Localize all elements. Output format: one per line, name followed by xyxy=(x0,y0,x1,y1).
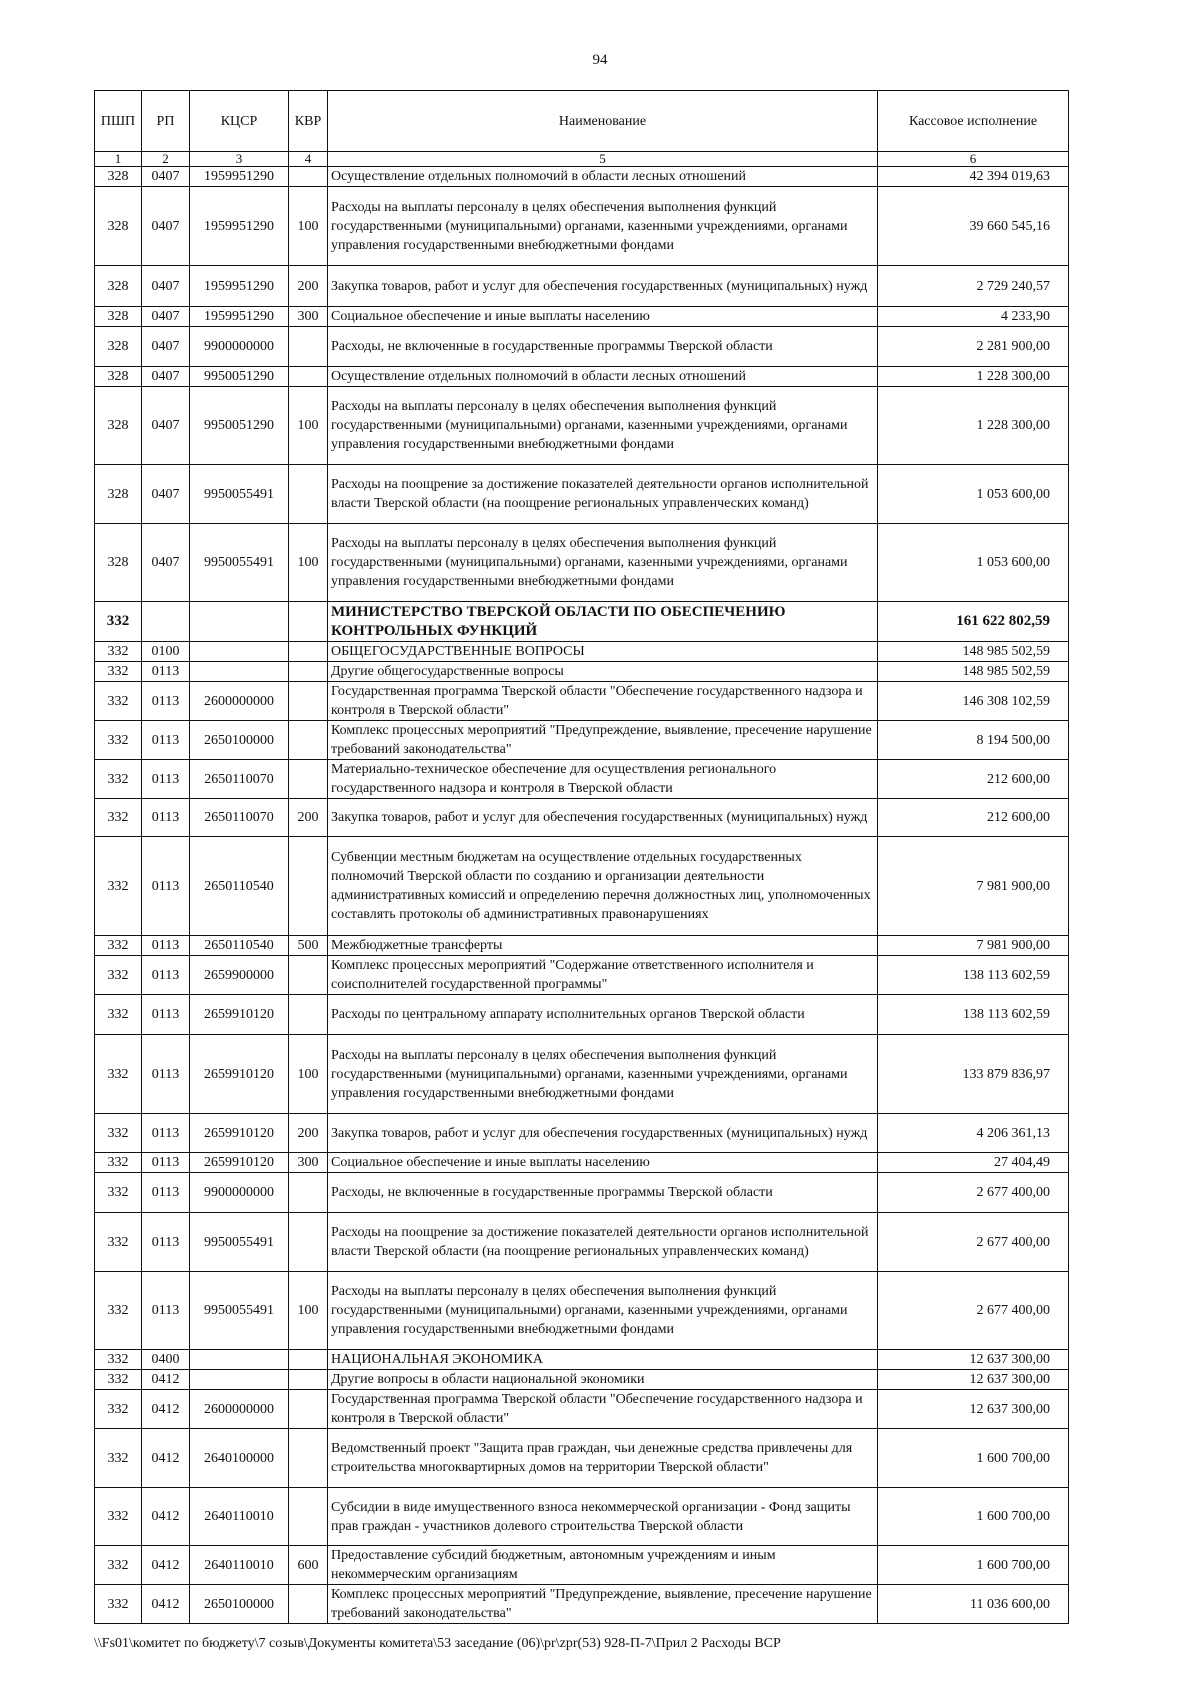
cell-kvr: 300 xyxy=(289,1153,328,1173)
cell-kvr xyxy=(289,662,328,682)
cell-amount: 1 053 600,00 xyxy=(878,465,1069,524)
cell-amount: 12 637 300,00 xyxy=(878,1370,1069,1390)
cell-amount: 4 233,90 xyxy=(878,307,1069,327)
cell-name: МИНИСТЕРСТВО ТВЕРСКОЙ ОБЛАСТИ ПО ОБЕСПЕЧЕНИЮ КОНТРОЛЬНЫХ ФУНКЦИЙ xyxy=(328,602,878,642)
cell-amount: 161 622 802,59 xyxy=(878,602,1069,642)
table-row xyxy=(95,307,1069,327)
cell-ppp: 332 xyxy=(95,1153,142,1173)
cell-kvr xyxy=(289,721,328,760)
cell-rp: 0113 xyxy=(142,760,190,799)
cell-name: Государственная программа Тверской области "Обеспечение государственного надзора и контроля в Тверской области" xyxy=(328,1390,878,1429)
table-row xyxy=(95,956,1069,995)
cell-name: Осуществление отдельных полномочий в области лесных отношений xyxy=(328,167,878,187)
table-row xyxy=(95,1370,1069,1390)
cell-ppp: 332 xyxy=(95,1035,142,1114)
cell-name: Предоставление субсидий бюджетным, автономным учреждениям и иным некоммерческим организациям xyxy=(328,1546,878,1585)
table-row xyxy=(95,327,1069,367)
header-ppp: ПШП xyxy=(95,91,142,152)
cell-kvr xyxy=(289,642,328,662)
cell-rp: 0113 xyxy=(142,799,190,837)
cell-kcsr: 9950055491 xyxy=(190,465,289,524)
page-number: 94 xyxy=(592,52,608,68)
cell-rp: 0400 xyxy=(142,1350,190,1370)
cell-kvr: 200 xyxy=(289,799,328,837)
footer-file-path: \\Fs01\комитет по бюджету\7 созыв\Документы комитета\53 заседание (06)\pr\zpr(53) 928-П-7\Прил 2 Расходы ВСР xyxy=(94,1636,781,1651)
cell-ppp: 328 xyxy=(95,266,142,307)
cell-kcsr: 9900000000 xyxy=(190,1173,289,1213)
cell-name: Закупка товаров, работ и услуг для обеспечения государственных (муниципальных) нужд xyxy=(328,266,878,307)
cell-rp: 0113 xyxy=(142,1114,190,1153)
table-row xyxy=(95,602,1069,642)
cell-amount: 146 308 102,59 xyxy=(878,682,1069,721)
cell-rp: 0407 xyxy=(142,327,190,367)
cell-kvr xyxy=(289,1585,328,1624)
cell-kcsr: 2650110540 xyxy=(190,936,289,956)
cell-rp: 0113 xyxy=(142,995,190,1035)
budget-table xyxy=(94,90,1069,1624)
cell-ppp: 332 xyxy=(95,1546,142,1585)
header-amount: Кассовое исполнение xyxy=(878,91,1069,152)
cell-kcsr: 2659910120 xyxy=(190,1035,289,1114)
cell-amount: 148 985 502,59 xyxy=(878,662,1069,682)
cell-name: Комплекс процессных мероприятий "Содержание ответственного исполнителя и соисполнителей государственной программы" xyxy=(328,956,878,995)
table-row xyxy=(95,1272,1069,1350)
cell-rp: 0113 xyxy=(142,1153,190,1173)
cell-ppp: 332 xyxy=(95,1390,142,1429)
cell-name: Расходы по центральному аппарату исполнительных органов Тверской области xyxy=(328,995,878,1035)
cell-ppp: 332 xyxy=(95,662,142,682)
cell-kvr xyxy=(289,465,328,524)
cell-name: Расходы на поощрение за достижение показателей деятельности органов исполнительной власти Тверской области (на поощрение региональных управленческих команд) xyxy=(328,1213,878,1272)
cell-name: Расходы на выплаты персоналу в целях обеспечения выполнения функций государственными (муниципальными) органами, казенными учреждениями, органами управления государственными внебюджетными фондами xyxy=(328,1272,878,1350)
cell-amount: 2 677 400,00 xyxy=(878,1272,1069,1350)
cell-kcsr: 1959951290 xyxy=(190,167,289,187)
cell-rp: 0412 xyxy=(142,1585,190,1624)
cell-amount: 1 228 300,00 xyxy=(878,367,1069,387)
cell-name: НАЦИОНАЛЬНАЯ ЭКОНОМИКА xyxy=(328,1350,878,1370)
cell-ppp: 328 xyxy=(95,307,142,327)
cell-ppp: 332 xyxy=(95,1350,142,1370)
cell-rp: 0412 xyxy=(142,1488,190,1546)
cell-ppp: 328 xyxy=(95,187,142,266)
cell-name: Расходы, не включенные в государственные программы Тверской области xyxy=(328,327,878,367)
cell-amount: 7 981 900,00 xyxy=(878,837,1069,936)
cell-rp: 0113 xyxy=(142,1272,190,1350)
column-number: 6 xyxy=(878,152,1069,167)
cell-kvr xyxy=(289,956,328,995)
cell-name: Социальное обеспечение и иные выплаты населению xyxy=(328,307,878,327)
cell-amount: 1 600 700,00 xyxy=(878,1488,1069,1546)
cell-kvr xyxy=(289,1173,328,1213)
cell-kcsr xyxy=(190,662,289,682)
cell-amount: 2 677 400,00 xyxy=(878,1173,1069,1213)
cell-amount: 138 113 602,59 xyxy=(878,956,1069,995)
cell-ppp: 328 xyxy=(95,367,142,387)
cell-name: Другие общегосударственные вопросы xyxy=(328,662,878,682)
cell-ppp: 332 xyxy=(95,1585,142,1624)
cell-ppp: 328 xyxy=(95,327,142,367)
cell-kcsr: 2659900000 xyxy=(190,956,289,995)
table-row xyxy=(95,167,1069,187)
cell-ppp: 332 xyxy=(95,602,142,642)
cell-rp: 0113 xyxy=(142,1035,190,1114)
cell-name: Осуществление отдельных полномочий в области лесных отношений xyxy=(328,367,878,387)
cell-rp: 0407 xyxy=(142,266,190,307)
cell-rp: 0407 xyxy=(142,465,190,524)
table-row xyxy=(95,387,1069,465)
cell-rp: 0407 xyxy=(142,387,190,465)
table-row xyxy=(95,1114,1069,1153)
cell-kvr xyxy=(289,995,328,1035)
cell-kvr xyxy=(289,760,328,799)
column-number: 2 xyxy=(142,152,190,167)
cell-kcsr: 9950055491 xyxy=(190,1272,289,1350)
cell-rp: 0412 xyxy=(142,1546,190,1585)
cell-ppp: 332 xyxy=(95,837,142,936)
cell-kvr: 300 xyxy=(289,307,328,327)
cell-name: Расходы, не включенные в государственные программы Тверской области xyxy=(328,1173,878,1213)
cell-ppp: 332 xyxy=(95,1173,142,1213)
cell-ppp: 332 xyxy=(95,1370,142,1390)
cell-amount: 1 600 700,00 xyxy=(878,1429,1069,1488)
cell-kcsr xyxy=(190,1370,289,1390)
cell-kvr: 100 xyxy=(289,524,328,602)
cell-kcsr: 9950051290 xyxy=(190,367,289,387)
cell-amount: 212 600,00 xyxy=(878,760,1069,799)
cell-amount: 12 637 300,00 xyxy=(878,1350,1069,1370)
cell-kvr: 600 xyxy=(289,1546,328,1585)
header-rp: РП xyxy=(142,91,190,152)
cell-kcsr: 9950055491 xyxy=(190,524,289,602)
cell-kvr xyxy=(289,682,328,721)
cell-kcsr: 2640110010 xyxy=(190,1488,289,1546)
cell-rp: 0407 xyxy=(142,187,190,266)
cell-kvr xyxy=(289,1429,328,1488)
cell-name: Материально-техническое обеспечение для осуществления регионального государственного надзора и контроля в Тверской области xyxy=(328,760,878,799)
cell-ppp: 332 xyxy=(95,1213,142,1272)
cell-rp xyxy=(142,602,190,642)
cell-kcsr: 2650110540 xyxy=(190,837,289,936)
table-row xyxy=(95,721,1069,760)
cell-rp: 0412 xyxy=(142,1429,190,1488)
table-row xyxy=(95,1488,1069,1546)
table-row xyxy=(95,936,1069,956)
cell-ppp: 332 xyxy=(95,1114,142,1153)
cell-kvr xyxy=(289,367,328,387)
cell-kvr: 100 xyxy=(289,1272,328,1350)
cell-ppp: 332 xyxy=(95,682,142,721)
cell-kcsr: 2650110070 xyxy=(190,799,289,837)
cell-rp: 0113 xyxy=(142,837,190,936)
cell-rp: 0407 xyxy=(142,367,190,387)
table-row xyxy=(95,465,1069,524)
table-row xyxy=(95,367,1069,387)
cell-rp: 0113 xyxy=(142,682,190,721)
cell-kcsr: 2659910120 xyxy=(190,1153,289,1173)
cell-kcsr: 2640110010 xyxy=(190,1546,289,1585)
column-number: 5 xyxy=(328,152,878,167)
cell-kcsr: 2650110070 xyxy=(190,760,289,799)
cell-name: Субсидии в виде имущественного взноса некоммерческой организации - Фонд защиты прав граждан - участников долевого строительства Тверской области xyxy=(328,1488,878,1546)
header-kvr: КВР xyxy=(289,91,328,152)
cell-rp: 0113 xyxy=(142,1173,190,1213)
column-number: 4 xyxy=(289,152,328,167)
cell-ppp: 332 xyxy=(95,721,142,760)
cell-name: Закупка товаров, работ и услуг для обеспечения государственных (муниципальных) нужд xyxy=(328,799,878,837)
table-row xyxy=(95,995,1069,1035)
cell-name: Комплекс процессных мероприятий "Предупреждение, выявление, пресечение нарушение требований законодательства" xyxy=(328,1585,878,1624)
cell-kcsr xyxy=(190,602,289,642)
cell-amount: 148 985 502,59 xyxy=(878,642,1069,662)
cell-kvr xyxy=(289,837,328,936)
header-name: Наименование xyxy=(328,91,878,152)
cell-ppp: 332 xyxy=(95,799,142,837)
table-row xyxy=(95,1546,1069,1585)
cell-amount: 39 660 545,16 xyxy=(878,187,1069,266)
table-row xyxy=(95,1429,1069,1488)
cell-ppp: 332 xyxy=(95,760,142,799)
cell-kvr xyxy=(289,1213,328,1272)
cell-amount: 4 206 361,13 xyxy=(878,1114,1069,1153)
cell-kvr: 200 xyxy=(289,266,328,307)
cell-amount: 1 600 700,00 xyxy=(878,1546,1069,1585)
cell-amount: 2 677 400,00 xyxy=(878,1213,1069,1272)
table-row xyxy=(95,1153,1069,1173)
cell-kcsr: 1959951290 xyxy=(190,307,289,327)
cell-amount: 2 281 900,00 xyxy=(878,327,1069,367)
cell-kvr xyxy=(289,1370,328,1390)
cell-ppp: 332 xyxy=(95,642,142,662)
cell-kvr: 100 xyxy=(289,1035,328,1114)
cell-kvr: 200 xyxy=(289,1114,328,1153)
table-row xyxy=(95,837,1069,936)
cell-kcsr: 1959951290 xyxy=(190,187,289,266)
table-row xyxy=(95,1390,1069,1429)
cell-kvr xyxy=(289,327,328,367)
cell-name: Субвенции местным бюджетам на осуществление отдельных государственных полномочий Тверской области по созданию и организации деятельности административных комиссий и определению перечня должностных лиц, уполномоченных составлять протоколы об административных правонарушениях xyxy=(328,837,878,936)
cell-kcsr: 9950051290 xyxy=(190,387,289,465)
table-row xyxy=(95,760,1069,799)
cell-kcsr: 9950055491 xyxy=(190,1213,289,1272)
cell-kcsr: 9900000000 xyxy=(190,327,289,367)
cell-rp: 0407 xyxy=(142,307,190,327)
table-row xyxy=(95,266,1069,307)
table-header-row xyxy=(95,91,1069,152)
cell-amount: 12 637 300,00 xyxy=(878,1390,1069,1429)
table-row xyxy=(95,642,1069,662)
cell-rp: 0407 xyxy=(142,524,190,602)
cell-ppp: 328 xyxy=(95,465,142,524)
cell-kcsr: 2650100000 xyxy=(190,721,289,760)
cell-kcsr: 2650100000 xyxy=(190,1585,289,1624)
column-number: 3 xyxy=(190,152,289,167)
cell-kcsr xyxy=(190,642,289,662)
cell-name: Расходы на выплаты персоналу в целях обеспечения выполнения функций государственными (муниципальными) органами, казенными учреждениями, органами управления государственными внебюджетными фондами xyxy=(328,387,878,465)
cell-ppp: 332 xyxy=(95,956,142,995)
cell-name: Закупка товаров, работ и услуг для обеспечения государственных (муниципальных) нужд xyxy=(328,1114,878,1153)
cell-ppp: 332 xyxy=(95,1429,142,1488)
cell-rp: 0100 xyxy=(142,642,190,662)
cell-kcsr: 1959951290 xyxy=(190,266,289,307)
cell-amount: 1 228 300,00 xyxy=(878,387,1069,465)
column-number: 1 xyxy=(95,152,142,167)
cell-amount: 8 194 500,00 xyxy=(878,721,1069,760)
cell-name: Ведомственный проект "Защита прав граждан, чьи денежные средства привлечены для строительства многоквартирных домов на территории Тверской области" xyxy=(328,1429,878,1488)
cell-amount: 27 404,49 xyxy=(878,1153,1069,1173)
cell-name: Расходы на поощрение за достижение показателей деятельности органов исполнительной власти Тверской области (на поощрение региональных управленческих команд) xyxy=(328,465,878,524)
table-row xyxy=(95,662,1069,682)
cell-name: Другие вопросы в области национальной экономики xyxy=(328,1370,878,1390)
table-row xyxy=(95,524,1069,602)
column-number-row xyxy=(95,152,1069,167)
cell-rp: 0412 xyxy=(142,1370,190,1390)
header-kcsr: КЦСР xyxy=(190,91,289,152)
cell-kcsr: 2600000000 xyxy=(190,682,289,721)
cell-rp: 0412 xyxy=(142,1390,190,1429)
cell-ppp: 328 xyxy=(95,387,142,465)
cell-name: Комплекс процессных мероприятий "Предупреждение, выявление, пресечение нарушение требований законодательства" xyxy=(328,721,878,760)
table-row xyxy=(95,682,1069,721)
cell-kvr: 500 xyxy=(289,936,328,956)
cell-ppp: 332 xyxy=(95,1488,142,1546)
cell-ppp: 328 xyxy=(95,524,142,602)
cell-amount: 138 113 602,59 xyxy=(878,995,1069,1035)
cell-name: Государственная программа Тверской области "Обеспечение государственного надзора и контроля в Тверской области" xyxy=(328,682,878,721)
cell-rp: 0407 xyxy=(142,167,190,187)
cell-name: ОБЩЕГОСУДАРСТВЕННЫЕ ВОПРОСЫ xyxy=(328,642,878,662)
cell-ppp: 332 xyxy=(95,995,142,1035)
cell-name: Межбюджетные трансферты xyxy=(328,936,878,956)
cell-rp: 0113 xyxy=(142,721,190,760)
cell-kcsr: 2600000000 xyxy=(190,1390,289,1429)
cell-ppp: 332 xyxy=(95,936,142,956)
table-row xyxy=(95,1350,1069,1370)
cell-name: Расходы на выплаты персоналу в целях обеспечения выполнения функций государственными (муниципальными) органами, казенными учреждениями, органами управления государственными внебюджетными фондами xyxy=(328,1035,878,1114)
cell-name: Расходы на выплаты персоналу в целях обеспечения выполнения функций государственными (муниципальными) органами, казенными учреждениями, органами управления государственными внебюджетными фондами xyxy=(328,524,878,602)
cell-amount: 212 600,00 xyxy=(878,799,1069,837)
cell-amount: 133 879 836,97 xyxy=(878,1035,1069,1114)
cell-amount: 42 394 019,63 xyxy=(878,167,1069,187)
table-row xyxy=(95,1585,1069,1624)
table-row xyxy=(95,1173,1069,1213)
cell-amount: 1 053 600,00 xyxy=(878,524,1069,602)
cell-kvr xyxy=(289,1488,328,1546)
cell-amount: 2 729 240,57 xyxy=(878,266,1069,307)
cell-name: Социальное обеспечение и иные выплаты населению xyxy=(328,1153,878,1173)
cell-kvr xyxy=(289,1350,328,1370)
table-row xyxy=(95,187,1069,266)
cell-kvr xyxy=(289,1390,328,1429)
cell-kvr xyxy=(289,167,328,187)
cell-kvr xyxy=(289,602,328,642)
cell-rp: 0113 xyxy=(142,956,190,995)
cell-kvr: 100 xyxy=(289,187,328,266)
cell-ppp: 328 xyxy=(95,167,142,187)
cell-amount: 11 036 600,00 xyxy=(878,1585,1069,1624)
cell-rp: 0113 xyxy=(142,662,190,682)
cell-kcsr: 2659910120 xyxy=(190,1114,289,1153)
table-row xyxy=(95,1035,1069,1114)
cell-ppp: 332 xyxy=(95,1272,142,1350)
cell-name: Расходы на выплаты персоналу в целях обеспечения выполнения функций государственными (муниципальными) органами, казенными учреждениями, органами управления государственными внебюджетными фондами xyxy=(328,187,878,266)
cell-rp: 0113 xyxy=(142,936,190,956)
cell-kcsr: 2659910120 xyxy=(190,995,289,1035)
cell-amount: 7 981 900,00 xyxy=(878,936,1069,956)
table-row xyxy=(95,1213,1069,1272)
cell-kcsr: 2640100000 xyxy=(190,1429,289,1488)
cell-kcsr xyxy=(190,1350,289,1370)
table-row xyxy=(95,799,1069,837)
cell-kvr: 100 xyxy=(289,387,328,465)
cell-rp: 0113 xyxy=(142,1213,190,1272)
